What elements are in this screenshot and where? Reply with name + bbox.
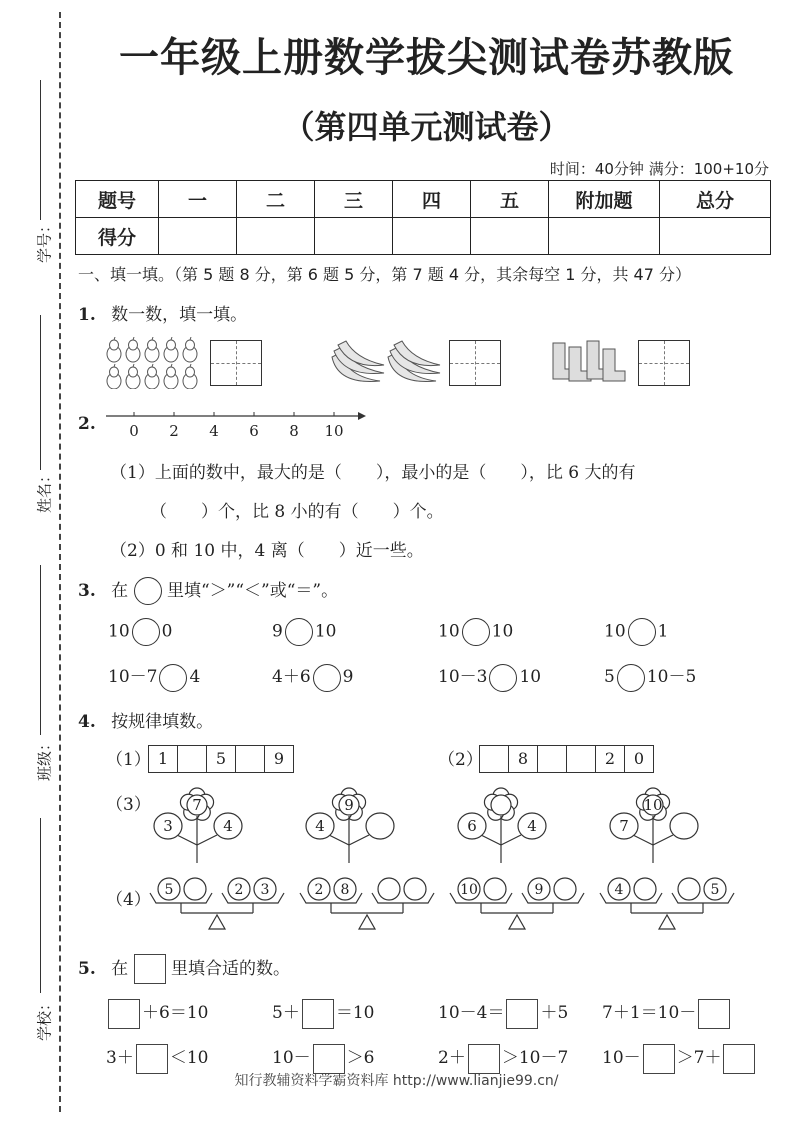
question-2-number [78, 414, 96, 434]
flower-center[interactable] [491, 795, 511, 815]
tick-label: 8 [289, 422, 299, 440]
question-2-line-3: （2）0 和 10 中，4 离（ ）近一些。 [110, 541, 424, 561]
equation-text: 7＋1＝10－ [602, 1003, 697, 1023]
left-expression: 10 [108, 621, 130, 642]
flower-puzzles [140, 785, 700, 870]
flower [154, 788, 242, 863]
binding-dashed-line [59, 12, 61, 1112]
right-expression: 10 [519, 667, 542, 687]
right-expression: 0 [161, 621, 173, 642]
score-header: 三 [315, 181, 393, 218]
sequence-blank-box[interactable] [178, 746, 207, 772]
question-number: 3. [78, 581, 96, 601]
score-cell[interactable] [315, 218, 393, 255]
class-line[interactable] [40, 565, 41, 735]
equation-text: 5＋ [272, 1003, 300, 1023]
question-3 [78, 576, 338, 605]
left-expression: 10 [604, 621, 626, 642]
flower-number: 7 [192, 796, 202, 814]
left-expression: 10－7 [108, 667, 158, 687]
leaf-right[interactable] [366, 813, 394, 839]
balance [300, 878, 434, 929]
score-cell[interactable] [393, 218, 471, 255]
tick-label: 4 [209, 422, 219, 440]
class-label: 班级： [35, 736, 54, 782]
question-number: 1. [78, 305, 96, 325]
flower-number: 4 [527, 817, 537, 835]
question-text: 数一数，填一填。 [111, 305, 248, 325]
question-number: 2. [78, 414, 96, 434]
right-expression: 1 [657, 621, 669, 642]
equation-text: 10－ [272, 1048, 311, 1068]
answer-grid[interactable] [638, 340, 690, 386]
equation-item [602, 1043, 757, 1074]
flower [458, 788, 546, 863]
fulcrum [659, 915, 675, 929]
equation-text: ＝10 [335, 1003, 375, 1023]
equation-text: 10－4＝ [438, 1003, 505, 1023]
right-expression: 4 [189, 667, 201, 687]
equation-text: ＜10 [169, 1048, 209, 1068]
score-header: 一 [159, 181, 237, 218]
balance [600, 878, 734, 929]
score-cell[interactable] [159, 218, 237, 255]
weight-circle[interactable] [404, 878, 426, 900]
comparison-item [604, 662, 696, 692]
compare-circle[interactable] [628, 618, 656, 646]
flower-number: 3 [163, 817, 173, 835]
sequence-box: 0 [633, 749, 645, 768]
equation-item [438, 998, 568, 1029]
left-expression: 10 [438, 621, 460, 642]
compare-circle[interactable] [132, 618, 160, 646]
flower [306, 788, 394, 863]
school-line[interactable] [40, 818, 41, 993]
part-label: （1） [106, 750, 151, 770]
score-table [75, 180, 771, 255]
question-text: 里填合适的数。 [170, 959, 290, 979]
compare-circle[interactable] [617, 664, 645, 692]
tick-label: 6 [249, 422, 259, 440]
weight-circle[interactable] [184, 878, 206, 900]
weight-number: 5 [164, 882, 174, 898]
tick-label: 0 [129, 422, 139, 440]
balance [450, 878, 584, 929]
bananas-picture [328, 337, 443, 389]
flower-number: 6 [467, 817, 477, 835]
left-expression: 10－3 [438, 667, 488, 687]
answer-grid[interactable] [449, 340, 501, 386]
score-header: 五 [471, 181, 549, 218]
weight-number: 5 [710, 882, 720, 898]
score-cell[interactable] [549, 218, 660, 255]
name-line[interactable] [40, 315, 41, 470]
balance-puzzles [140, 875, 760, 937]
question-text: 里填“＞”“＜”或“＝”。 [166, 581, 339, 601]
student-id-line[interactable] [40, 80, 41, 220]
student-id-label: 学号： [35, 218, 54, 264]
fulcrum [359, 915, 375, 929]
answer-box[interactable] [313, 1044, 345, 1074]
question-1 [78, 300, 247, 325]
equation-text: ＞6 [346, 1048, 375, 1068]
section-1-heading: 一、填一填。（第 5 题 8 分，第 6 题 5 分，第 7 题 4 分，其余每空 1 分，共 47 分） [78, 265, 691, 284]
sequence-boxes [479, 745, 654, 773]
answer-box[interactable] [506, 999, 538, 1029]
stem [329, 835, 349, 845]
equation-item [272, 1043, 374, 1074]
tick-label: 10 [324, 422, 344, 440]
answer-grid[interactable] [210, 340, 262, 386]
stem [197, 835, 217, 845]
flower-number: 4 [223, 817, 233, 835]
flower-number: 10 [643, 796, 663, 814]
sequence-blank-box[interactable] [538, 746, 567, 772]
fulcrum [509, 915, 525, 929]
right-expression: 10 [314, 621, 337, 642]
compare-circle[interactable] [462, 618, 490, 646]
weight-number: 10 [460, 882, 478, 898]
answer-box[interactable] [302, 999, 334, 1029]
flower [610, 788, 698, 863]
equation-item [106, 1043, 208, 1074]
comparison-item [272, 618, 336, 646]
stem [349, 835, 369, 845]
weight-number: 9 [534, 882, 544, 898]
stem [653, 835, 673, 845]
equation-item [272, 998, 374, 1029]
question-number: 5. [78, 959, 96, 979]
socks-picture [547, 337, 632, 389]
question-2-line-2: （ ）个，比 8 小的有（ ）个。 [150, 502, 444, 522]
weight-number: 2 [314, 882, 324, 898]
compare-circle[interactable] [489, 664, 517, 692]
weight-number: 3 [260, 882, 270, 898]
weight-number: 8 [340, 882, 350, 898]
score-cell[interactable] [660, 218, 771, 255]
number-line [104, 406, 366, 442]
compare-circle[interactable] [313, 664, 341, 692]
stem [177, 835, 197, 845]
weight-circle[interactable] [554, 878, 576, 900]
question-5 [78, 954, 290, 984]
sequence-blank-box[interactable] [567, 746, 596, 772]
right-expression: 10－5 [646, 667, 697, 687]
score-cell[interactable] [237, 218, 315, 255]
comparison-item [108, 662, 200, 692]
stem [481, 835, 501, 845]
stem [633, 835, 653, 845]
answer-box[interactable] [468, 1044, 500, 1074]
answer-box[interactable] [136, 1044, 168, 1074]
exam-meta: 时间：40分钟 满分：100+10分 [549, 160, 769, 178]
weight-circle[interactable] [678, 878, 700, 900]
balance [150, 878, 284, 929]
comparison-item [604, 618, 668, 646]
equation-item [602, 998, 732, 1029]
question-text: 在 [111, 581, 129, 601]
page-title: 一年级上册数学拔尖测试卷苏教版 [119, 35, 734, 81]
left-expression: 5 [604, 667, 615, 687]
right-expression: 9 [342, 667, 354, 687]
weight-circle[interactable] [484, 878, 506, 900]
question-4 [78, 707, 213, 732]
score-header: 总分 [660, 181, 771, 218]
answer-box[interactable] [643, 1044, 675, 1074]
comparison-item [438, 662, 541, 692]
equation-text: 3＋ [106, 1048, 134, 1068]
equation-text: ＞10－7 [501, 1048, 569, 1068]
comparison-item [108, 618, 172, 646]
flower-number: 4 [315, 817, 325, 835]
stem [501, 835, 521, 845]
weight-circle[interactable] [634, 878, 656, 900]
leaf-right[interactable] [670, 813, 698, 839]
left-expression: 4＋6 [272, 667, 311, 687]
sequence-box: 9 [273, 749, 285, 768]
fulcrum [209, 915, 225, 929]
sequence-boxes [148, 745, 294, 773]
flower-number: 7 [619, 817, 629, 835]
question-number: 4. [78, 712, 96, 732]
right-expression: 10 [491, 621, 514, 642]
equation-text: 2＋ [438, 1048, 466, 1068]
comparison-item [272, 662, 353, 692]
question-text: 按规律填数。 [111, 712, 214, 732]
square-blank-icon [134, 954, 166, 984]
weight-circle[interactable] [378, 878, 400, 900]
sequence-box: 8 [509, 746, 538, 772]
compare-circle[interactable] [285, 618, 313, 646]
score-header: 四 [393, 181, 471, 218]
score-header: 二 [237, 181, 315, 218]
part-label: （4） [106, 890, 151, 910]
part-label: （2） [438, 750, 483, 770]
footer-watermark: 知行教辅资料学霸资料库 http://www.lianjie99.cn/ [234, 1073, 559, 1089]
part-label: （3） [106, 795, 151, 815]
score-cell[interactable] [471, 218, 549, 255]
answer-box[interactable] [723, 1044, 755, 1074]
equation-item [438, 1043, 568, 1074]
compare-circle[interactable] [159, 664, 187, 692]
left-expression: 9 [272, 621, 283, 642]
equation-item [106, 998, 208, 1029]
question-text: 在 [111, 959, 129, 979]
circle-blank-icon [134, 577, 162, 605]
tick-label: 2 [169, 422, 179, 440]
flower-number: 9 [344, 796, 354, 814]
sequence-box: 1 [149, 746, 178, 772]
sequence-box: 5 [207, 746, 236, 772]
name-label: 姓名： [35, 468, 54, 514]
sequence-blank-box[interactable] [236, 746, 265, 772]
weight-number: 2 [234, 882, 244, 898]
answer-box[interactable] [108, 999, 140, 1029]
equation-text: ＋6＝10 [142, 1003, 209, 1023]
equation-text: 10－ [602, 1048, 641, 1068]
sequence-box: 2 [596, 746, 625, 772]
equation-text: ＞7＋ [676, 1048, 722, 1068]
score-header: 附加题 [549, 181, 660, 218]
comparison-item [438, 618, 513, 646]
school-label: 学校： [35, 996, 54, 1042]
sequence-blank-box[interactable] [480, 746, 509, 772]
weight-number: 4 [614, 882, 624, 898]
answer-box[interactable] [698, 999, 730, 1029]
score-header: 题号 [76, 181, 159, 218]
page-subtitle: （第四单元测试卷） [282, 108, 571, 146]
equation-text: ＋5 [540, 1003, 569, 1023]
pears-picture [105, 337, 205, 389]
question-2-line-1: （1）上面的数中，最大的是（ ），最小的是（ ），比 6 大的有 [110, 463, 636, 483]
score-row-label: 得分 [76, 218, 159, 255]
